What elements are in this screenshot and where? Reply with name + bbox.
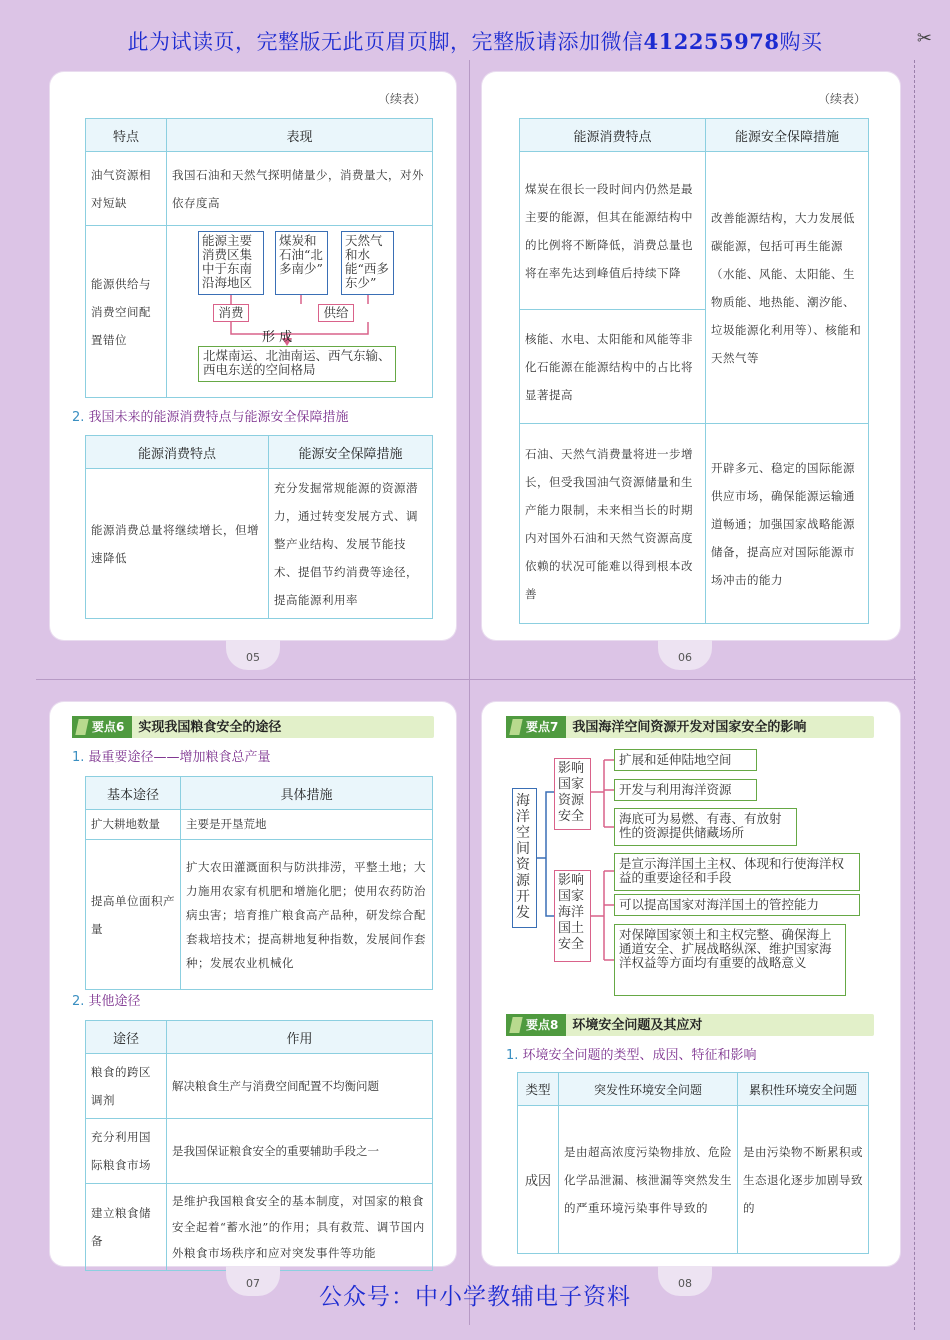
table-header: 作用 xyxy=(167,1021,433,1054)
measure-cell: 扩大农田灌溉面积与防洪排涝，平整土地；大力施用农家有机肥和增施化肥；使用农药防治病虫害；培育推广粮食高产品种，研发综合配套栽培技术；提高耕地复种指数，发展间作套种；发展农业机械化 xyxy=(181,840,433,990)
table-header: 突发性环境安全问题 xyxy=(559,1073,738,1106)
feature-cell: 能源消费总量将继续增长，但增速降低 xyxy=(86,469,269,619)
feature-cell: 能源供给与消费空间配置错位 xyxy=(86,226,167,398)
table-header: 基本途径 xyxy=(86,777,181,810)
feature-cell: 石油、天然气消费量将进一步增长，但受我国油气资源储量和生产能力限制，未来相当长的时期内对国外石油和天然气资源高度依赖的状况可能难以得到根本改善 xyxy=(520,424,706,624)
measure-cell: 主要是开垦荒地 xyxy=(181,810,433,840)
keypoint-title: 我国海洋空间资源开发对国家安全的影响 xyxy=(572,720,807,735)
continued-label: （续表） xyxy=(818,92,867,106)
measure-cell: 充分发掘常规能源的资源潜力，通过转变发展方式、调整产业结构、发展节能技术、提倡节约消费等途径，提高能源利用率 xyxy=(269,469,433,619)
section-number: 2. xyxy=(72,994,85,1009)
page-number: 05 xyxy=(226,640,280,670)
table-header: 累积性环境安全问题 xyxy=(738,1073,869,1106)
measure-cell: 开辟多元、稳定的国际能源供应市场，确保能源运输通道畅通；加强国家战略能源储备，提高应对国际能源市场冲击的能力 xyxy=(706,424,869,624)
leaf-box: 可以提高国家对海洋国土的管控能力 xyxy=(614,894,860,916)
environment-security-table xyxy=(517,1072,869,1254)
section-number: 1. xyxy=(72,750,85,765)
consume-tag: 消费 xyxy=(213,304,249,322)
effect-cell: 解决粮食生产与消费空间配置不均衡问题 xyxy=(167,1054,433,1119)
coal-oil-box: 煤炭和石油“北多南少” xyxy=(275,231,328,295)
table-header: 表现 xyxy=(167,119,433,152)
content-cell: 我国石油和天然气探明储量少，消费量大，对外依存度高 xyxy=(167,152,433,226)
territory-security-box: 影响国家海洋国土安全 xyxy=(554,870,591,962)
row-label-cell: 成因 xyxy=(518,1106,559,1254)
banner-suffix: 购买 xyxy=(779,30,823,54)
gas-hydro-box: 天然气和水能“西多东少” xyxy=(341,231,394,295)
leaf-box: 开发与利用海洋资源 xyxy=(614,779,757,801)
table-header: 具体措施 xyxy=(181,777,433,810)
measure-cell: 改善能源结构，大力发展低碳能源，包括可再生能源（水能、风能、太阳能、生物质能、地热能、潮汐能、垃圾能源化利用等）、核能和天然气等 xyxy=(706,152,869,424)
table-header: 特点 xyxy=(86,119,167,152)
banner-wechat-number: 412255978 xyxy=(643,29,780,54)
leaf-box: 对保障国家领土和主权完整、确保海上通道安全、扩展战略纵深、维护国家海洋权益等方面均有重要的战略意义 xyxy=(614,924,846,996)
section-number: 2. xyxy=(72,410,85,425)
leaf-box: 是宣示海洋国土主权、体现和行使海洋权益的重要途径和手段 xyxy=(614,853,860,891)
way-cell: 充分利用国际粮食市场 xyxy=(86,1119,167,1184)
keypoint-tag: 要点7 xyxy=(506,716,566,738)
keypoint-tag: 要点6 xyxy=(72,716,132,738)
way-cell: 建立粮食储备 xyxy=(86,1184,167,1271)
effect-cell: 是我国保证粮食安全的重要辅助手段之一 xyxy=(167,1119,433,1184)
continued-label: （续表） xyxy=(378,92,427,106)
way-cell: 提高单位面积产量 xyxy=(86,840,181,990)
scissors-icon: ✂ xyxy=(916,28,932,49)
section-heading xyxy=(506,1044,757,1063)
section-title: 环境安全问题的类型、成因、特征和影响 xyxy=(522,1048,757,1063)
supply-tag: 供给 xyxy=(318,304,354,322)
page-number: 07 xyxy=(226,1266,280,1296)
keypoint-heading xyxy=(506,1014,874,1036)
consumption-region-box: 能源主要消费区集中于东南沿海地区 xyxy=(198,231,264,295)
keypoint-title: 实现我国粮食安全的途径 xyxy=(138,720,282,735)
page-number: 06 xyxy=(658,640,712,670)
table-header: 类型 xyxy=(518,1073,559,1106)
page-number: 08 xyxy=(658,1266,712,1296)
resource-security-box: 影响国家资源安全 xyxy=(554,758,591,830)
table-header: 能源消费特点 xyxy=(86,436,269,469)
feature-cell: 油气资源相对短缺 xyxy=(86,152,167,226)
transport-pattern-box: 北煤南运、北油南运、西气东输、西电东送的空间格局 xyxy=(198,346,396,382)
table-header: 途径 xyxy=(86,1021,167,1054)
leaf-box: 扩展和延伸陆地空间 xyxy=(614,749,757,771)
ocean-root-box: 海洋空间资源开发 xyxy=(512,788,537,928)
banner-prefix: 此为试读页，完整版无此页眉页脚，完整版请添加微信 xyxy=(127,30,644,54)
section-title: 最重要途径——增加粮食总产量 xyxy=(88,750,271,765)
effect-cell: 是维护我国粮食安全的基本制度，对国家的粮食安全起着“蓄水池”的作用；具有救荒、调节国内外粮食市场秩序和应对突发事件等功能 xyxy=(167,1184,433,1271)
cumulative-cell: 是由污染物不断累积或生态退化逐步加剧导致的 xyxy=(738,1106,869,1254)
table-header: 能源安全保障措施 xyxy=(706,119,869,152)
keypoint-title: 环境安全问题及其应对 xyxy=(572,1018,703,1033)
leaf-box: 海底可为易燃、有毒、有放射性的资源提供储藏场所 xyxy=(614,808,797,846)
section-title: 我国未来的能源消费特点与能源安全保障措施 xyxy=(88,410,349,425)
feature-cell: 煤炭在很长一段时间内仍然是最主要的能源，但其在能源结构中的比例将不断降低，消费总量也将在率先达到峰值后持续下降 xyxy=(520,152,706,310)
footer-text: 公众号：中小学教辅电子资料 xyxy=(319,1284,631,1310)
way-cell: 粮食的跨区调剂 xyxy=(86,1054,167,1119)
form-label: 形 成 xyxy=(262,330,293,345)
section-title: 其他途径 xyxy=(88,994,141,1009)
table-header: 能源安全保障措施 xyxy=(269,436,433,469)
way-cell: 扩大耕地数量 xyxy=(86,810,181,840)
sudden-cell: 是由超高浓度污染物排放、危险化学品泄漏、核泄漏等突然发生的严重环境污染事件导致的 xyxy=(559,1106,738,1254)
feature-cell: 核能、水电、太阳能和风能等非化石能源在能源结构中的占比将显著提高 xyxy=(520,310,706,424)
keypoint-tag: 要点8 xyxy=(506,1014,566,1036)
section-number: 1. xyxy=(506,1048,519,1063)
table-header: 能源消费特点 xyxy=(520,119,706,152)
